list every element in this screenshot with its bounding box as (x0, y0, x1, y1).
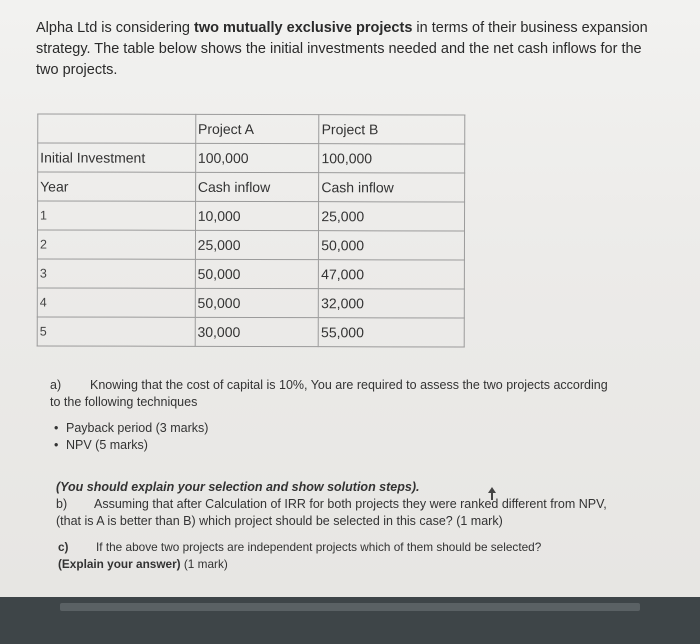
table-cell: Year (38, 172, 196, 201)
table-row (38, 201, 465, 231)
table-row (38, 143, 465, 173)
bottom-strip (60, 603, 640, 611)
table-header-cell (38, 114, 196, 143)
question-a-label: a) (50, 378, 62, 392)
technique-list (50, 420, 208, 454)
table-cell: 50,000 (195, 288, 319, 317)
question-a (50, 377, 610, 411)
projects-table (37, 113, 466, 347)
question-c-label: c) (58, 540, 69, 554)
table-cell: 50,000 (195, 259, 319, 288)
bottom-bar (0, 597, 700, 644)
table-cell: 25,000 (195, 230, 319, 259)
table-cell: 100,000 (195, 143, 319, 172)
intro-text-1: Alpha Ltd is considering (36, 20, 194, 36)
table-cell: Initial Investment (38, 143, 196, 172)
table-row (37, 288, 464, 318)
table-row (38, 172, 465, 202)
question-c-bold: (Explain your answer) (58, 557, 181, 571)
table-cell: 2 (37, 230, 195, 259)
table-row (37, 317, 464, 347)
table-row (37, 259, 464, 289)
list-item (54, 420, 208, 437)
bullet-icon: • (54, 421, 59, 435)
table-header-cell: Project A (195, 114, 319, 143)
intro-text-2: in terms of their business expansion strategy. The table below shows the initial investments needed and the net cash inflows for the two projects. (36, 20, 648, 78)
table-cell: Cash inflow (195, 172, 319, 201)
table-cell: 55,000 (319, 318, 465, 347)
table-cell: 25,000 (319, 202, 465, 231)
question-c-marks: (1 mark) (180, 557, 228, 571)
list-item-text: NPV (5 marks) (66, 438, 148, 452)
question-c-text: If the above two projects are independent projects which of them should be selected? (96, 540, 542, 554)
instruction-note: (You should explain your selection and show solution steps). (56, 480, 420, 494)
list-item-text: Payback period (3 marks) (66, 421, 209, 435)
table-cell: 50,000 (319, 231, 465, 260)
table-cell: 10,000 (195, 201, 319, 230)
table-cell: 4 (37, 288, 195, 317)
question-b-label: b) (56, 497, 68, 511)
bullet-icon: • (54, 438, 59, 452)
question-c (58, 539, 618, 573)
table-cell: 3 (37, 259, 195, 288)
table-cell: Cash inflow (319, 173, 465, 202)
table-header-row (38, 114, 465, 144)
table-cell: 32,000 (319, 289, 465, 318)
question-a-text: Knowing that the cost of capital is 10%, You are required to assess the two projects according to the following techniques (50, 378, 608, 409)
question-b (56, 496, 626, 530)
list-item (54, 437, 208, 454)
question-b-text: Assuming that after Calculation of IRR for both projects they were ranked different from NPV, (that is A is better than B) which project should be selected in this case? (1 mark) (56, 497, 607, 528)
intro-paragraph (36, 18, 668, 81)
table-row (37, 230, 464, 260)
table-header-cell: Project B (319, 115, 465, 144)
intro-bold: two mutually exclusive projects (194, 20, 413, 36)
table-cell: 30,000 (195, 317, 319, 346)
table-cell: 100,000 (319, 144, 465, 173)
table-cell: 47,000 (319, 260, 465, 289)
table-cell: 5 (37, 317, 195, 346)
table-cell: 1 (38, 201, 196, 230)
